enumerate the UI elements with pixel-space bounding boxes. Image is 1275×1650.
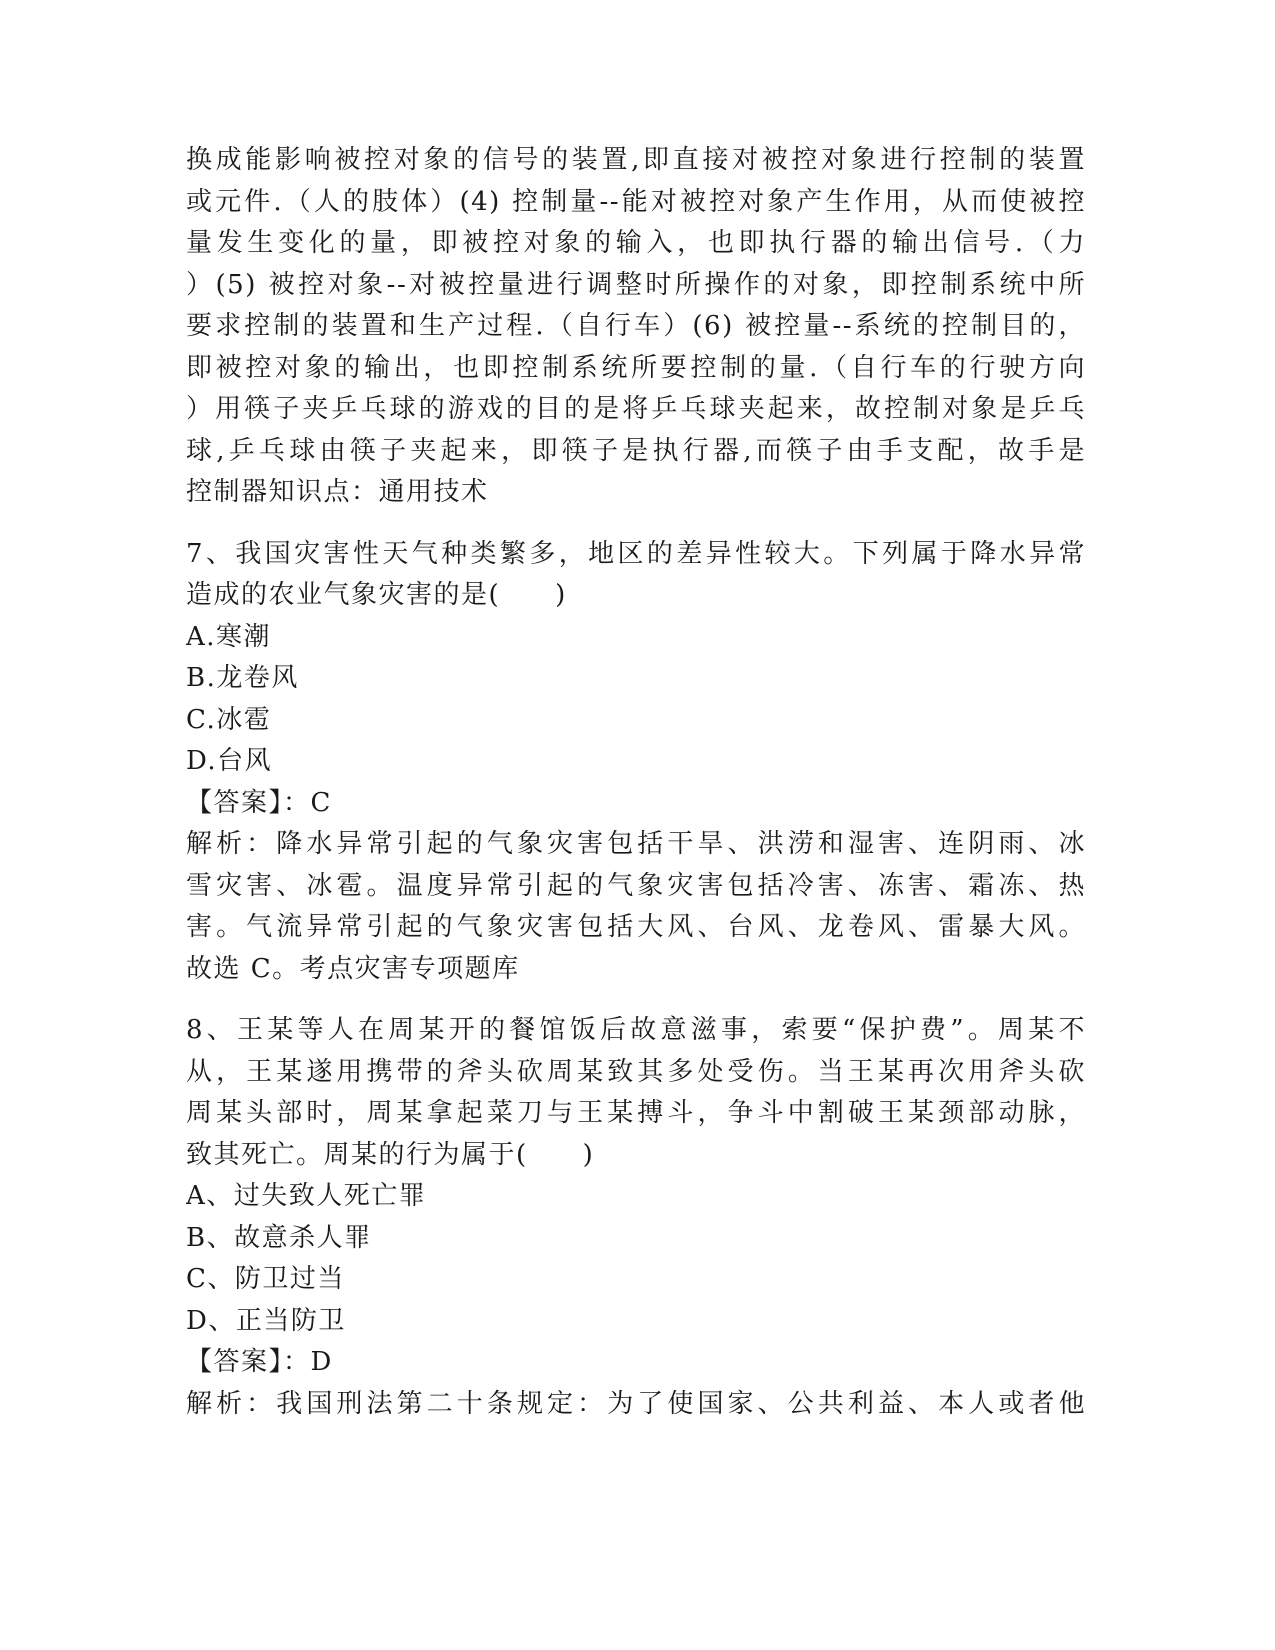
question-8-option-d: D、正当防卫 (186, 1306, 346, 1336)
question-8-stem: 8、王某等人在周某开的餐馆饭后故意滋事，索要“保护费”。周某不 (186, 1015, 1086, 1045)
question-8-stem: 周某头部时，周某拿起菜刀与王某搏斗，争斗中割破王某颈部动脉， (186, 1098, 1086, 1128)
question-8-stem: 从，王某遂用携带的斧头砍周某致其多处受伤。当王某再次用斧头砍 (186, 1057, 1086, 1087)
question-8-option-a: A、过失致人死亡罪 (186, 1181, 427, 1211)
question-7-analysis: 故选 C。考点灾害专项题库 (186, 954, 520, 984)
question-7-stem: 造成的农业气象灾害的是( ) (186, 580, 567, 610)
paragraph-line: ）用筷子夹乒乓球的游戏的目的是将乒乓球夹起来，故控制对象是乒乓 (186, 394, 1086, 424)
paragraph-line: ）(5) 被控对象--对被控量进行调整时所操作的对象，即控制系统中所 (186, 270, 1086, 300)
paragraph-line: 球,乒乓球由筷子夹起来，即筷子是执行器,而筷子由手支配，故手是 (186, 436, 1086, 466)
question-8-stem: 致其死亡。周某的行为属于( ) (186, 1140, 595, 1170)
paragraph-line: 或元件.（人的肢体）(4) 控制量--能对被控对象产生作用，从而使被控 (186, 187, 1086, 217)
question-7-option-c: C.冰雹 (186, 705, 272, 735)
question-8-answer: 【答案】：D (186, 1347, 333, 1377)
question-7-answer: 【答案】：C (186, 788, 332, 818)
question-7-analysis: 害。气流异常引起的气象灾害包括大风、台风、龙卷风、雷暴大风。 (186, 912, 1086, 942)
question-8-option-c: C、防卫过当 (186, 1264, 345, 1294)
question-8-option-b: B、故意杀人罪 (186, 1223, 372, 1253)
question-7-analysis: 解析：降水异常引起的气象灾害包括干旱、洪涝和湿害、连阴雨、冰 (186, 829, 1086, 859)
paragraph-line: 量发生变化的量，即被控对象的输入，也即执行器的输出信号.（力 (186, 228, 1086, 258)
question-7-option-a: A.寒潮 (186, 622, 272, 652)
question-7-option-b: B.龙卷风 (186, 663, 299, 693)
paragraph-line: 即被控对象的输出，也即控制系统所要控制的量.（自行车的行驶方向 (186, 353, 1086, 383)
paragraph-line: 要求控制的装置和生产过程.（自行车）(6) 被控量--系统的控制目的， (186, 311, 1086, 341)
question-8-analysis: 解析：我国刑法第二十条规定：为了使国家、公共利益、本人或者他 (186, 1389, 1086, 1419)
question-7-stem: 7、我国灾害性天气种类繁多，地区的差异性较大。下列属于降水异常 (186, 539, 1086, 569)
paragraph-line: 控制器知识点：通用技术 (186, 477, 489, 507)
question-7-analysis: 雪灾害、冰雹。温度异常引起的气象灾害包括冷害、冻害、霜冻、热 (186, 871, 1086, 901)
question-7-option-d: D.台风 (186, 746, 273, 776)
paragraph-line: 换成能影响被控对象的信号的装置,即直接对被控对象进行控制的装置 (186, 145, 1086, 175)
